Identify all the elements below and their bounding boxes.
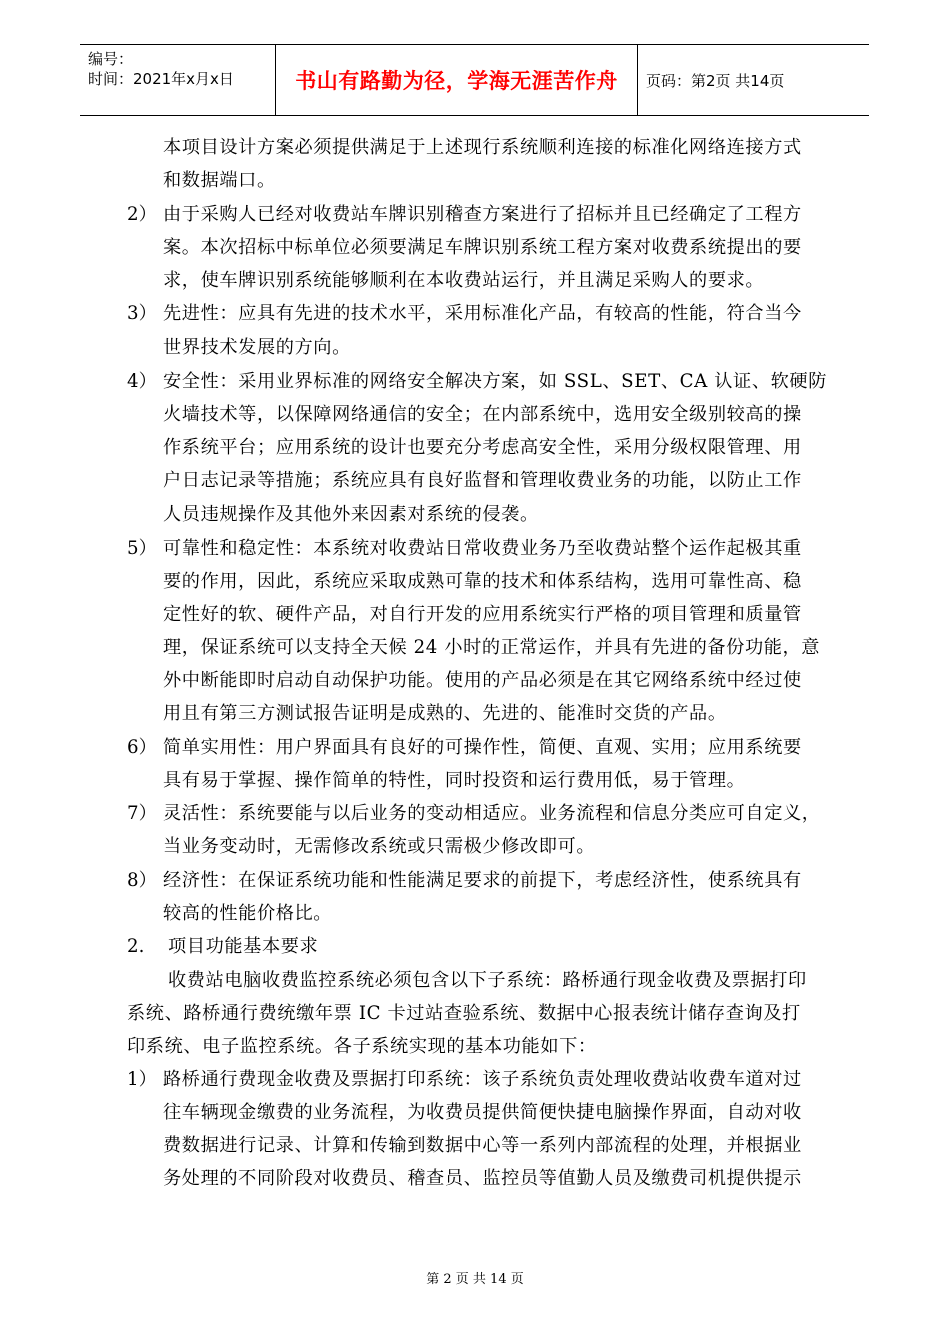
list-number: 3） [127,303,157,324]
number-label: 编号： [88,50,134,68]
list-number: 1） [127,1069,157,1090]
text-line: 外中断能即时启动自动保护功能。使用的产品必须是在其它网络系统中经过使 [163,670,802,691]
text-line: 用且有第三方测试报告证明是成熟的、先进的、能准时交货的产品。 [163,703,727,724]
text-line: 火墙技术等，以保障网络通信的安全；在内部系统中，选用安全级别较高的操 [163,404,802,425]
header-page-label: 页码：第2页 共14页 [646,71,785,90]
text-line: 收费站电脑收费监控系统必须包含以下子系统：路桥通行现金收费及票据打印 [168,970,807,991]
list-number: 6） [127,737,157,758]
text-line: 求，使车牌识别系统能够顺利在本收费站运行，并且满足采购人的要求。 [163,270,765,291]
header-meta [80,45,276,115]
text-line: 要的作用，因此，系统应采取成熟可靠的技术和体系结构，选用可靠性高、稳 [163,571,802,592]
text-line: 具有易于掌握、操作简单的特性，同时投资和运行费用低，易于管理。 [163,770,746,791]
text-line: 户日志记录等措施；系统应具有良好监督和管理收费业务的功能，以防止工作 [163,470,802,491]
text-line: 系统、路桥通行费统缴年票 IC 卡过站查验系统、数据中心报表统计储存查询及打 [127,1003,801,1024]
text-line: 理，保证系统可以支持全天候 24 小时的正常运作，并具有先进的备份功能，意 [163,637,821,658]
text-line: 安全性：采用业界标准的网络安全解决方案，如 SSL、SET、CA 认证、软硬防 [163,371,827,392]
text-line: 可靠性和稳定性：本系统对收费站日常收费业务乃至收费站整个运作起极其重 [163,538,802,559]
text-line: 经济性：在保证系统功能和性能满足要求的前提下，考虑经济性，使系统具有 [163,870,802,891]
text-line: 人员违规操作及其他外来因素对系统的侵袭。 [163,504,539,525]
text-line: 路桥通行费现金收费及票据打印系统：该子系统负责处理收费站收费车道对过 [163,1069,802,1090]
page-header [80,44,869,116]
text-line: 费数据进行记录、计算和传输到数据中心等一系列内部流程的处理，并根据业 [163,1135,802,1156]
text-line: 由于采购人已经对收费站车牌识别稽查方案进行了招标并且已经确定了工程方 [163,204,802,225]
text-line: 世界技术发展的方向。 [163,337,351,358]
text-line: 往车辆现金缴费的业务流程，为收费员提供简便快捷电脑操作界面，自动对收 [163,1102,802,1123]
list-number: 5） [127,538,157,559]
time-label: 时间：2021年x月x日 [88,70,234,88]
text-line: 较高的性能价格比。 [163,903,333,924]
section-heading: 项目功能基本要求 [168,936,319,957]
list-number: 2） [127,204,157,225]
text-line: 先进性：应具有先进的技术水平，采用标准化产品，有较高的性能，符合当今 [163,303,802,324]
text-line: 定性好的软、硬件产品，对自行开发的应用系统实行严格的项目管理和质量管 [163,604,802,625]
text-line: 本项目设计方案必须提供满足于上述现行系统顺利连接的标准化网络连接方式 [163,137,802,158]
text-line: 当业务变动时，无需修改系统或只需极少修改即可。 [163,836,596,857]
list-number: 8） [127,870,157,891]
list-number: 4） [127,371,157,392]
list-number: 7） [127,803,157,824]
text-line: 印系统、电子监控系统。各子系统实现的基本功能如下： [127,1036,597,1057]
section-number: 2. [127,936,145,957]
header-motto: 书山有路勤为径，学海无涯苦作舟 [276,45,638,115]
text-line: 简单实用性：用户界面具有良好的可操作性，简便、直观、实用；应用系统要 [163,737,802,758]
page-footer: 第 2 页 共 14 页 [426,1272,524,1287]
text-line: 和数据端口。 [163,170,276,191]
text-line: 作系统平台；应用系统的设计也要充分考虑高安全性，采用分级权限管理、用 [163,437,802,458]
text-line: 案。本次招标中标单位必须要满足车牌识别系统工程方案对收费系统提出的要 [163,237,802,258]
text-line: 务处理的不同阶段对收费员、稽查员、监控员等值勤人员及缴费司机提供提示 [163,1168,802,1189]
text-line: 灵活性：系统要能与以后业务的变动相适应。业务流程和信息分类应可自定义， [163,803,821,824]
